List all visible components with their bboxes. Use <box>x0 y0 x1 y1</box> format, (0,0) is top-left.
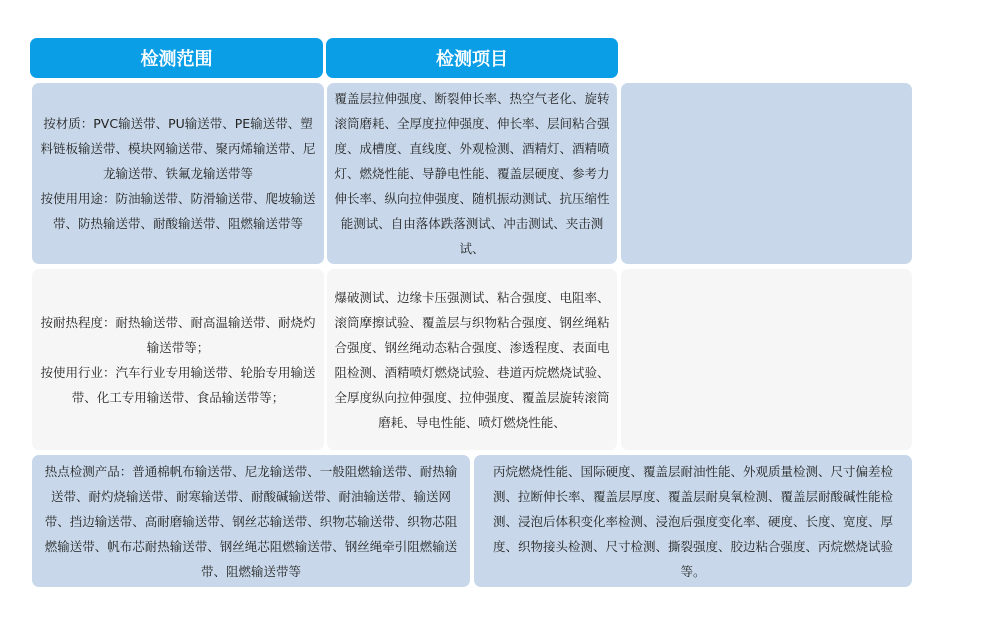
row2-range-cell <box>32 269 324 450</box>
row1-range-usage: 按使用用途：防油输送带、防滑输送带、爬坡输送带、防热输送带、耐酸输送带、阻燃输送带等 <box>40 191 316 231</box>
header-detection-items <box>326 38 618 78</box>
row2-items-cell <box>327 269 617 450</box>
row3-products-cell <box>32 455 470 587</box>
row1-range-cell <box>32 83 324 264</box>
row2-range-heat: 按耐热程度：耐热输送带、耐高温输送带、耐烧灼输送带等； <box>40 314 316 355</box>
row2-range-industry: 按使用行业：汽车行业专用输送带、轮胎专用输送带、化工专用输送带、食品输送带等； <box>40 364 316 405</box>
row3-items-text: 丙烷燃烧性能、国际硬度、覆盖层耐油性能、外观质量检测、尺寸偏差检测、拉断伸长率、覆盖层厚度、覆盖层耐臭氧检测、覆盖层耐酸碱性能检测、浸泡后体积变化率检测、浸泡后强度变化率、硬度、长度、宽度、厚度、织物接头检测、尺寸检测、撕裂强度、胶边粘合强度、丙烷燃烧试验等。 <box>492 463 893 579</box>
row1-range-material: 按材质：PVC输送带、PU输送带、PE输送带、塑料链板输送带、模块网输送带、聚丙烯输送带、尼龙输送带、铁氟龙输送带等 <box>40 116 316 181</box>
row1-empty-cell <box>621 83 912 264</box>
header-detection-range <box>30 38 323 78</box>
row3-products-text: 热点检测产品：普通棉帆布输送带、尼龙输送带、一般阻燃输送带、耐热输送带、耐灼烧输送带、耐寒输送带、耐酸碱输送带、耐油输送带、输送网带、挡边输送带、高耐磨输送带、钢丝芯输送带、织物芯输送带、织物芯阻燃输送带、帆布芯耐热输送带、钢丝绳芯阻燃输送带、钢丝绳牵引阻燃输送带、阻燃输送带等 <box>44 463 458 579</box>
row2-items-text: 爆破测试、边缘卡压强测试、粘合强度、电阻率、滚筒摩擦试验、覆盖层与织物粘合强度、钢丝绳粘合强度、钢丝绳动态粘合强度、渗透程度、表面电阻检测、酒精喷灯燃烧试验、巷道丙烷燃烧试验、全厚度纵向拉伸强度、拉伸强度、覆盖层旋转滚筒磨耗、导电性能、喷灯燃烧性能、 <box>334 289 610 430</box>
header-detection-items-label: 检测项目 <box>436 49 508 70</box>
row3-items-cell <box>474 455 912 587</box>
row2-empty-cell <box>621 269 912 450</box>
row1-items-cell <box>327 83 617 264</box>
header-detection-range-label: 检测范围 <box>140 49 213 70</box>
row1-items-text: 覆盖层拉伸强度、断裂伸长率、热空气老化、旋转滚筒磨耗、全厚度拉伸强度、伸长率、层间粘合强度、成槽度、直线度、外观检测、酒精灯、酒精喷灯、燃烧性能、导静电性能、覆盖层硬度、参考力伸长率、纵向拉伸强度、随机振动测试、抗压缩性能测试、自由落体跌落测试、冲击测试、夹击测试、 <box>334 91 610 256</box>
